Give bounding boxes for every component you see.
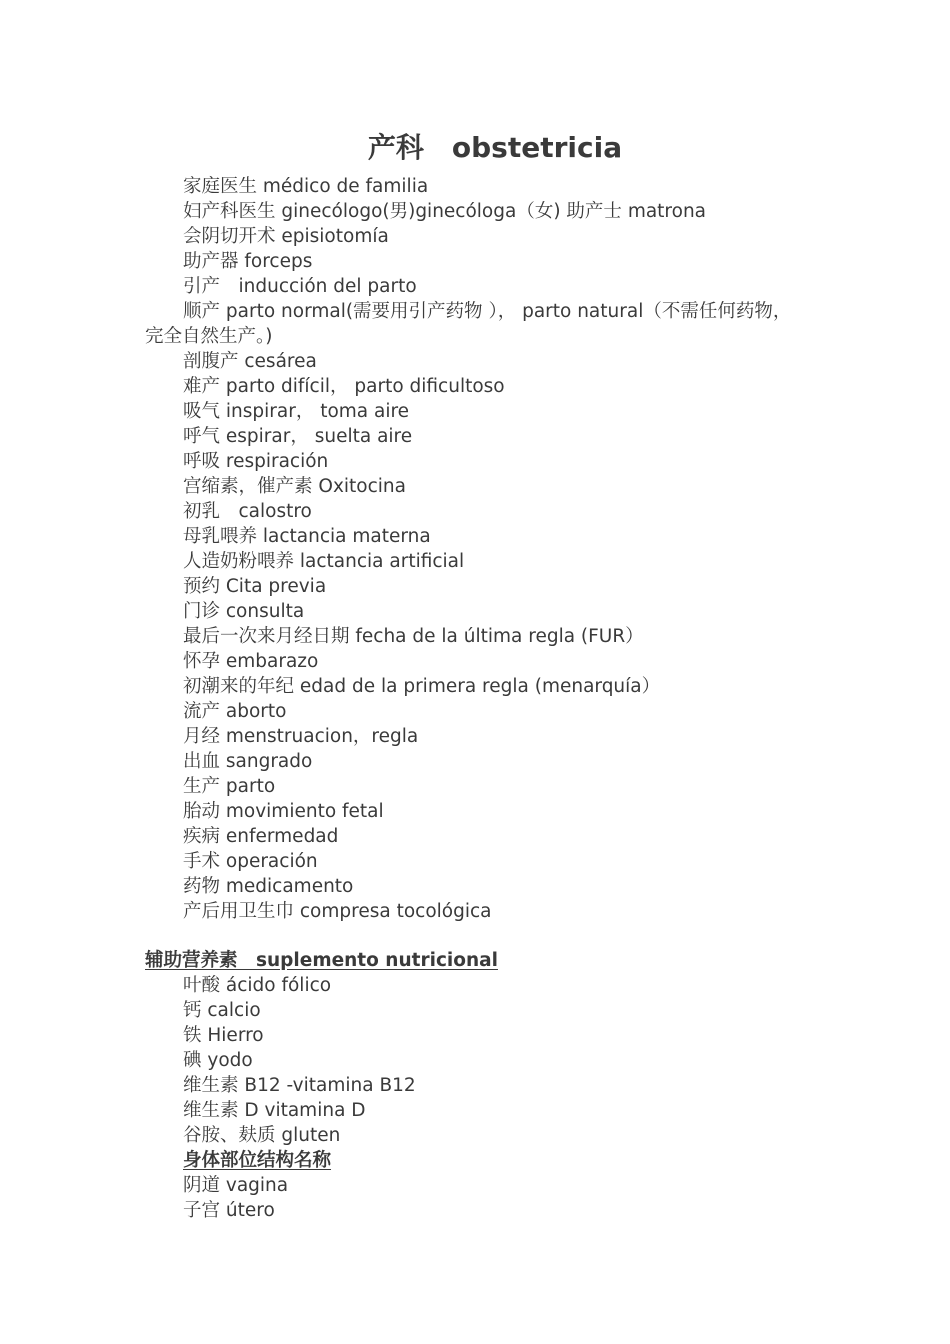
entry-line: 手术 operación	[183, 851, 318, 872]
entry-line: 呼气 espirar， suelta aire	[183, 426, 413, 447]
entry-line: 疾病 enfermedad	[183, 826, 339, 847]
entry-line-continuation: 完全自然生产。)	[145, 326, 273, 347]
entry-line: 产后用卫生巾 compresa tocológica	[183, 901, 492, 922]
entry-line: 流产 aborto	[183, 701, 287, 722]
supplement-line: 钙 calcio	[183, 1000, 261, 1021]
entry-line: 引产 inducción del parto	[183, 276, 417, 297]
entry-line: 母乳喂养 lactancia materna	[183, 526, 431, 547]
entry-line: 月经 menstruacion，regla	[183, 726, 419, 747]
entry-line: 助产器 forceps	[183, 251, 313, 272]
entry-line: 初潮来的年纪 edad de la primera regla (menarquía）	[183, 676, 661, 697]
entry-line: 妇产科医生 ginecólogo(男)ginecóloga（女) 助产士 matrona	[183, 201, 707, 222]
supplement-line: 维生素 D vitamina D	[183, 1100, 366, 1121]
entry-line: 吸气 inspirar， toma aire	[183, 401, 410, 422]
section-heading-supplements: 辅助营养素 suplemento nutricional	[145, 950, 498, 971]
entry-line: 药物 medicamento	[183, 876, 354, 897]
supplement-line: 铁 Hierro	[183, 1025, 264, 1046]
entry-line: 胎动 movimiento fetal	[183, 801, 384, 822]
entry-line: 生产 parto	[183, 776, 276, 797]
entry-line: 出血 sangrado	[183, 751, 313, 772]
entry-line: 最后一次来月经日期 fecha de la última regla (FUR）	[183, 626, 644, 647]
page-title: 产科 obstetricia	[367, 131, 623, 164]
entry-line: 难产 parto difícil， parto dificultoso	[183, 376, 505, 397]
entry-line: 会阴切开术 episiotomía	[183, 226, 389, 247]
entry-line: 怀孕 embarazo	[183, 651, 319, 672]
body-part-line: 子宫 útero	[183, 1200, 275, 1221]
entry-line: 剖腹产 cesárea	[183, 351, 317, 372]
supplement-line: 碘 yodo	[183, 1050, 253, 1071]
entry-line: 人造奶粉喂养 lactancia artificial	[183, 551, 465, 572]
body-part-line: 阴道 vagina	[183, 1175, 289, 1196]
entry-line: 家庭医生 médico de familia	[183, 176, 429, 197]
entry-line: 呼吸 respiración	[183, 451, 329, 472]
section-heading-body-parts: 身体部位结构名称	[183, 1150, 332, 1171]
entry-line: 预约 Cita previa	[183, 576, 327, 597]
supplement-line: 维生素 B12 -vitamina B12	[183, 1075, 416, 1096]
entry-line: 宫缩素，催产素 Oxitocina	[183, 476, 406, 497]
entry-line: 门诊 consulta	[183, 601, 305, 622]
supplement-line: 叶酸 ácido fólico	[183, 975, 332, 996]
entry-line: 顺产 parto normal(需要用引产药物 ）， parto natural（不需任何药物，	[183, 301, 792, 322]
entry-line: 初乳 calostro	[183, 501, 312, 522]
supplement-line: 谷胺、麸质 gluten	[183, 1125, 341, 1146]
